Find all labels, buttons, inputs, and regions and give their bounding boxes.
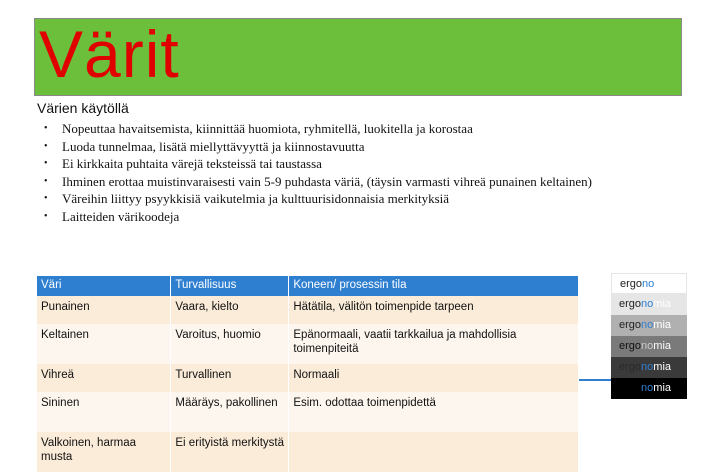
table-cell: Esim. odottaa toimenpidettä [289, 392, 579, 432]
bullet-list [44, 120, 644, 225]
table-header-row [37, 276, 579, 296]
slide-title: Värit [39, 17, 180, 91]
table-row [37, 324, 579, 364]
column-header-color: Väri [37, 276, 171, 296]
ergonomia-logo-black: ergonomia [611, 378, 687, 399]
logo-color-samples [611, 273, 687, 399]
ergonomia-logo-dark-gray: ergonomia [611, 336, 687, 357]
bullet-icon: • [44, 123, 48, 134]
column-header-state: Koneen/ prosessin tila [289, 276, 579, 296]
table-cell: Sininen [37, 392, 171, 432]
color-code-table [37, 276, 579, 472]
column-header-safety: Turvallisuus [171, 276, 289, 296]
table-cell: Epänormaali, vaatii tarkkailua ja mahdollisia toimenpiteitä [289, 324, 579, 364]
table-row [37, 432, 579, 472]
bullet-item: • Ihminen erottaa muistinvaraisesti vain 5-9 puhdasta väriä, (täysin varmasti vihreä punainen keltainen) [44, 173, 592, 189]
ergonomia-logo-light-gray: ergonomia [611, 294, 687, 315]
table-cell: Ei erityistä merkitystä [171, 432, 289, 472]
table-row [37, 296, 579, 324]
bullet-icon: • [44, 140, 48, 152]
section-heading: Värien käytöllä [37, 100, 129, 116]
table-cell: Keltainen [37, 324, 171, 364]
table-cell: Varoitus, huomio [171, 324, 289, 364]
bullet-item: • Laitteiden värikoodeja [44, 208, 180, 224]
table-cell: Turvallinen [171, 364, 289, 392]
table-cell: Valkoinen, harmaa musta [37, 432, 171, 472]
table-cell: Normaali [289, 364, 579, 392]
table-cell: Punainen [37, 296, 171, 324]
ergonomia-logo-white: ergono [611, 273, 687, 294]
title-banner [34, 18, 682, 96]
table-row [37, 364, 579, 392]
bullet-icon: • [44, 210, 48, 222]
table-cell: Määräys, pakollinen [171, 392, 289, 432]
ergonomia-logo-mid-gray: ergonomia [611, 315, 687, 336]
bullet-item: • Luoda tunnelmaa, lisätä miellyttävyyttä ja kiinnostavuutta [44, 138, 365, 154]
table-cell: Vaara, kielto [171, 296, 289, 324]
table-cell: Hätätila, välitön toimenpide tarpeen [289, 296, 579, 324]
ergonomia-logo-very-dark-gray: ergonomia [611, 357, 687, 378]
bullet-icon: • [44, 193, 48, 204]
connector-line [579, 379, 611, 381]
bullet-item: • Ei kirkkaita puhtaita värejä teksteissä tai taustassa [44, 156, 322, 171]
bullet-icon: • [44, 175, 48, 187]
table-cell [289, 432, 579, 472]
table-cell: Vihreä [37, 364, 171, 392]
bullet-icon: • [44, 158, 48, 169]
table-row [37, 392, 579, 432]
bullet-item: • Väreihin liittyy psyykkisiä vaikutelmia ja kulttuurisidonnaisia merkityksiä [44, 191, 450, 206]
bullet-item: • Nopeuttaa havaitsemista, kiinnittää huomiota, ryhmitellä, luokitella ja korostaa [44, 121, 473, 136]
